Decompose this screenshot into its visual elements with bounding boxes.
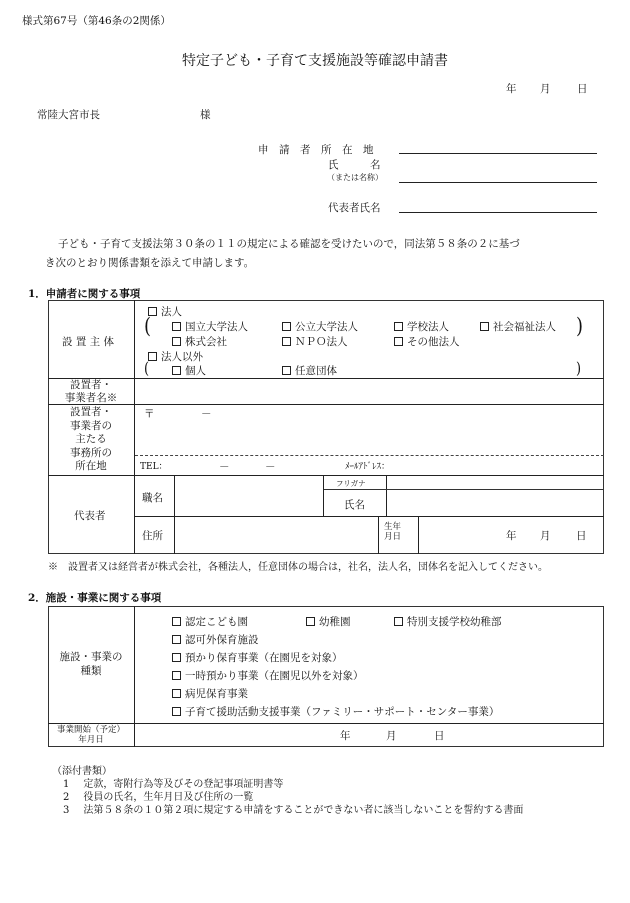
label-line: 事業者名※ [64, 391, 118, 404]
label-line: 事業開始（予定） [56, 725, 125, 735]
option-npo[interactable] [282, 334, 348, 349]
option-label: 学校法人 [407, 321, 449, 333]
furigana-label: フリガナ [336, 479, 366, 488]
start-date-field[interactable] [135, 724, 602, 745]
tel-dash-1: － [219, 461, 230, 473]
checkbox-icon [172, 337, 181, 346]
option-sonota[interactable] [394, 334, 460, 349]
checkbox-icon [394, 617, 403, 626]
date-day: 日 [577, 83, 588, 95]
applicant-name-label: 氏 名 [328, 159, 381, 171]
checkbox-icon [282, 322, 291, 331]
label-line: 施設・事業の [59, 651, 123, 663]
option-label: 預かり保育事業（在園児を対象） [185, 652, 343, 664]
title-label: 職名 [142, 492, 163, 504]
checkbox-icon [172, 366, 181, 375]
representative-field[interactable] [399, 212, 597, 213]
option-kojin[interactable] [172, 363, 206, 378]
label-line: 種類 [80, 665, 102, 677]
checkbox-icon [148, 352, 157, 361]
office-address-field[interactable] [158, 406, 598, 452]
close-paren-icon: ) [576, 360, 582, 379]
addressee-name: 常陸大宮市長 [37, 109, 100, 121]
checkbox-icon [172, 653, 181, 662]
label-line: 設置者・ [70, 379, 112, 391]
section2-heading: 2．施設・事業に関する事項 [28, 592, 162, 604]
applicant-name-field[interactable] [399, 182, 597, 183]
checkbox-icon [282, 366, 291, 375]
checkbox-icon [172, 635, 181, 644]
option-nintei-kodomoen[interactable] [172, 614, 248, 629]
option-youchien[interactable] [306, 614, 351, 629]
houjin-checkbox[interactable] [148, 304, 182, 319]
form-number: 様式第67号（第46条の2関係） [22, 15, 171, 27]
setchi-label: 設 置 主 体 [62, 336, 115, 348]
checkbox-icon [172, 707, 181, 716]
facility-type-label [48, 650, 134, 678]
checkbox-icon [282, 337, 291, 346]
option-kokuritsu[interactable] [172, 319, 248, 334]
applicant-address-label: 申 請 者 所 在 地 [258, 144, 374, 156]
item-text: 法第５８条の１０第２項に規定する申請をすることができない者に該当しないことを誓約する書面 [83, 805, 524, 816]
item-number: 2 [63, 792, 70, 803]
start-year: 年 [340, 730, 351, 742]
furigana-field[interactable] [387, 476, 602, 489]
birth-month: 月 [540, 530, 551, 542]
addressee-honorific: 様 [200, 109, 211, 121]
start-day: 日 [434, 730, 445, 742]
applicant-name-note: （または名称） [327, 173, 383, 182]
birth-year: 年 [506, 530, 517, 542]
item-number: 3 [63, 805, 70, 816]
tel-dash-2: － [265, 461, 276, 473]
option-label: 個人 [185, 365, 206, 377]
item-number: 1 [63, 779, 70, 790]
applicant-address-field[interactable] [399, 153, 597, 154]
applicant-table [48, 300, 604, 554]
checkbox-icon [172, 322, 181, 331]
option-tokubetsu-shien[interactable] [394, 614, 502, 629]
option-family-support[interactable] [172, 704, 499, 719]
close-paren-icon: ) [576, 313, 584, 339]
option-nin-i-dantai[interactable] [282, 363, 337, 378]
option-azukari-hoiku[interactable] [172, 650, 343, 665]
checkbox-icon [394, 337, 403, 346]
checkbox-icon [306, 617, 315, 626]
shimei-label: 氏名 [344, 499, 365, 511]
option-label: 公立大学法人 [295, 321, 358, 333]
section1-heading: 1．申請者に関する事項 [28, 288, 141, 300]
label-line: 月日 [384, 532, 402, 542]
option-label: 一時預かり事業（在園児以外を対象） [185, 670, 364, 682]
operator-name-field[interactable] [135, 379, 602, 404]
option-ninkagai[interactable] [172, 632, 259, 647]
option-byouji-hoiku[interactable] [172, 686, 248, 701]
option-label: 社会福祉法人 [493, 321, 556, 333]
operator-name-label [48, 379, 134, 404]
option-label: 病児保育事業 [185, 688, 248, 700]
option-label: 認定こども園 [185, 616, 248, 628]
date-year: 年 [506, 83, 517, 95]
birth-day: 日 [576, 530, 587, 542]
option-label: 株式会社 [185, 336, 227, 348]
label-line: 主たる [75, 433, 107, 445]
houjin-igai-checkbox[interactable] [148, 349, 203, 364]
checkbox-icon [172, 671, 181, 680]
representative-label: 代表者氏名 [328, 202, 381, 214]
rep-label: 代表者 [74, 510, 106, 522]
option-label: 特別支援学校幼稚部 [407, 616, 502, 628]
option-label: 認可外保育施設 [185, 634, 259, 646]
label-line: 年月日 [78, 735, 104, 745]
option-label: 任意団体 [295, 365, 337, 377]
option-kouritsu[interactable] [282, 319, 358, 334]
open-paren-icon: ( [144, 360, 150, 379]
label-line: 事業者の [70, 419, 112, 432]
office-address-label [48, 406, 134, 474]
houjin-label: 法人 [161, 306, 182, 318]
option-label: 幼稚園 [319, 616, 351, 628]
option-shakai-fukushi[interactable] [480, 319, 556, 334]
item-text: 定款，寄附行為等及びその登記事項証明書等 [83, 779, 284, 790]
shimei-field[interactable] [387, 490, 602, 516]
label-line: 設置者・ [70, 406, 112, 418]
jusho-field[interactable] [175, 517, 377, 552]
label-line: 所在地 [75, 460, 107, 472]
option-kabushiki[interactable] [172, 334, 227, 349]
intro-line-1: 子ども・子育て支援法第３０条の１１の規定による確認を受けたいので，同法第５８条の２に基づ [58, 238, 520, 250]
checkbox-icon [172, 617, 181, 626]
jusho-label: 住所 [142, 530, 163, 542]
option-label: 国立大学法人 [185, 321, 248, 333]
houjin-igai-label: 法人以外 [161, 351, 203, 363]
checkbox-icon [480, 322, 489, 331]
option-ichiji-azukari[interactable] [172, 668, 364, 683]
checkbox-icon [172, 689, 181, 698]
option-label: ＮＰＯ法人 [295, 336, 348, 348]
title-field[interactable] [175, 476, 322, 516]
postal-dash: － [201, 408, 212, 420]
option-gakkou[interactable] [394, 319, 449, 334]
postal-mark: 〒 [144, 408, 155, 420]
option-label: 子育て援助活動支援事業（ファミリー・サポート・センター事業） [185, 706, 500, 718]
attachment-item [63, 801, 523, 816]
item-text: 役員の氏名，生年月日及び住所の一覧 [83, 792, 254, 803]
checkbox-icon [394, 322, 403, 331]
mail-label: ﾒｰﾙｱﾄﾞﾚｽ： [345, 462, 391, 472]
intro-line-2: き次のとおり関係書類を添えて申請します。 [45, 257, 255, 269]
label-line: 生年 [384, 522, 402, 532]
option-label: その他法人 [407, 336, 460, 348]
start-date-label [48, 725, 134, 745]
label-line: 事務所の [70, 446, 112, 459]
start-month: 月 [386, 730, 397, 742]
operator-note: ※ 設置者又は経営者が株式会社，各種法人，任意団体の場合は，社名，法人名，団体名を記入してください。 [48, 562, 548, 573]
date-month: 月 [540, 83, 551, 95]
attachments-heading: （添付書類） [52, 766, 112, 777]
birth-label [384, 522, 401, 542]
page-title: 特定子ども・子育て支援施設等確認申請書 [182, 53, 448, 69]
open-paren-icon: ( [144, 313, 152, 339]
tel-label: TEL： [140, 462, 168, 472]
facility-table [48, 606, 604, 747]
